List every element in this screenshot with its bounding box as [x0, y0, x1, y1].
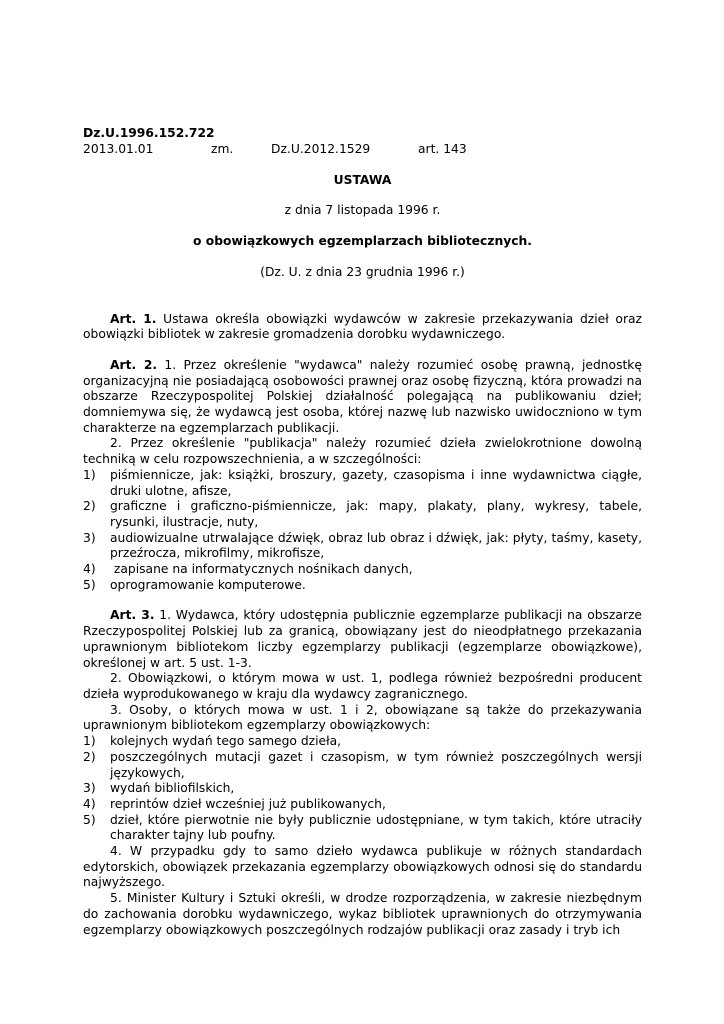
list-item-num: 2)	[83, 749, 96, 764]
article-3-p1	[83, 608, 642, 671]
article-3-p4: 4. W przypadku gdy to samo dzieło wydawca publikuje w różnych standardach edytorskich, obowiązek przekazania egzemplarzy obowiązkowych odnosi się do standardu najwyższego.	[83, 844, 642, 890]
doc-id: Dz.U.1996.152.722	[83, 126, 215, 140]
article-1	[83, 312, 642, 343]
list-item-num: 3)	[83, 530, 96, 545]
list-item-text: oprogramowanie komputerowe.	[110, 577, 306, 592]
list-item-num: 5)	[83, 577, 96, 592]
list-item-text: poszczególnych mutacji gazet i czasopism, w tym również poszczególnych wersji językowych,	[110, 749, 642, 780]
article-1-label: Art. 1.	[110, 311, 157, 326]
article-3-p5: 5. Minister Kultury i Sztuki określi, w drodze rozporządzenia, w zakresie niezbędnym do zachowania dorobku wydawniczego, wykaz bibliotek uprawnionych do otrzymywania egzemplarzy obowiązkowych poszczególnych rodzajów publikacji oraz zasady i tryb ich	[83, 891, 642, 937]
list-item-text: reprintów dzieł wcześniej już publikowanych,	[110, 796, 386, 811]
list-item-num: 5)	[83, 812, 96, 827]
list-item	[83, 499, 642, 530]
article-1-text: Ustawa określa obowiązki wydawców w zakresie przekazywania dzieł oraz obowiązki bibliotek w zakresie gromadzenia dorobku wydawniczego.	[83, 311, 642, 342]
article-2-list	[83, 468, 642, 594]
list-item-text: piśmiennicze, jak: książki, broszury, gazety, czasopisma i inne wydawnictwa ciągłe, druki ulotne, afisze,	[110, 467, 642, 498]
doc-title: USTAWA	[333, 172, 392, 187]
header-ref: Dz.U.2012.1529	[271, 141, 371, 156]
list-item	[83, 750, 642, 781]
header-date: 2013.01.01	[83, 141, 154, 156]
list-item	[83, 734, 642, 750]
list-item	[83, 781, 642, 797]
document-page	[83, 126, 642, 938]
article-2-p1-text: 1. Przez określenie "wydawca" należy rozumieć osobę prawną, jednostkę organizacyjną nie posiadającą osobowości prawnej oraz osobę fizyczną, która prowadzi na obszarze Rzeczypospolitej Polskiej działalność polegającą na publikowaniu dzieł; domniemywa się, że wydawcą jest osoba, której nazwę lub nazwisko uwidoczniono w tym charakterze na egzemplarzach publikacji.	[83, 357, 642, 435]
list-item-text: dzieł, które pierwotnie nie były publicznie udostępniane, w tym takich, które utraciły charakter tajny lub poufny.	[110, 812, 642, 843]
article-2-p1	[83, 358, 642, 437]
list-item-text: zapisane na informatycznych nośnikach danych,	[110, 562, 413, 577]
list-item	[83, 468, 642, 499]
list-item-num: 4)	[83, 562, 96, 577]
article-3-p1-text: 1. Wydawca, który udostępnia publicznie egzemplarze publikacji na obszarze Rzeczypospolitej Polskiej lub za granicą, obowiązany jest do nieodpłatnego przekazania uprawnionym bibliotekom liczby egzemplarzy publikacji (egzemplarze obowiązkowe), określonej w art. 5 ust. 1-3.	[83, 608, 642, 670]
header-zm: zm.	[211, 141, 234, 156]
list-item-num: 1)	[83, 467, 96, 482]
list-item-text: graficzne i graficzno-piśmiennicze, jak: mapy, plakaty, plany, wykresy, tabele, rysunki, ilustracje, nuty,	[110, 499, 642, 529]
list-item-text: kolejnych wydań tego samego dzieła,	[110, 734, 342, 749]
list-item	[83, 797, 642, 813]
list-item-num: 2)	[83, 499, 96, 514]
doc-subject: o obowiązkowych egzemplarzach bibliotecznych.	[193, 234, 532, 249]
article-3-label: Art. 3.	[110, 608, 155, 623]
article-3-p3: 3. Osoby, o których mowa w ust. 1 i 2, obowiązane są także do przekazywania uprawnionym bibliotekom egzemplarzy obowiązkowych:	[83, 702, 642, 733]
list-item	[83, 813, 642, 844]
header-row	[83, 142, 642, 158]
list-item-text: wydań bibliofilskich,	[110, 781, 235, 796]
list-item	[83, 531, 642, 562]
list-item-num: 3)	[83, 781, 96, 796]
list-item-num: 1)	[83, 734, 96, 749]
list-item	[83, 578, 642, 594]
header-art: art. 143	[418, 141, 467, 156]
list-item	[83, 562, 642, 578]
date-line: z dnia 7 listopada 1996 r.	[284, 203, 441, 218]
article-3-list	[83, 734, 642, 844]
list-item-text: audiowizualne utrwalające dźwięk, obraz lub obraz i dźwięk, jak: płyty, taśmy, kasety, przeźrocza, mikrofilmy, mikrofisze,	[110, 530, 642, 561]
doc-source: (Dz. U. z dnia 23 grudnia 1996 r.)	[260, 264, 465, 279]
list-item-num: 4)	[83, 796, 96, 811]
article-2-p2: 2. Przez określenie "publikacja" należy rozumieć dzieła zwielokrotnione dowolną techniką w celu rozpowszechnienia, a w szczególności:	[83, 436, 642, 467]
article-3-p2: 2. Obowiązkowi, o którym mowa w ust. 1, podlega również bezpośredni producent dzieła wyprodukowanego w kraju dla wydawcy zagranicznego.	[83, 671, 642, 701]
article-2-label: Art. 2.	[110, 357, 158, 372]
